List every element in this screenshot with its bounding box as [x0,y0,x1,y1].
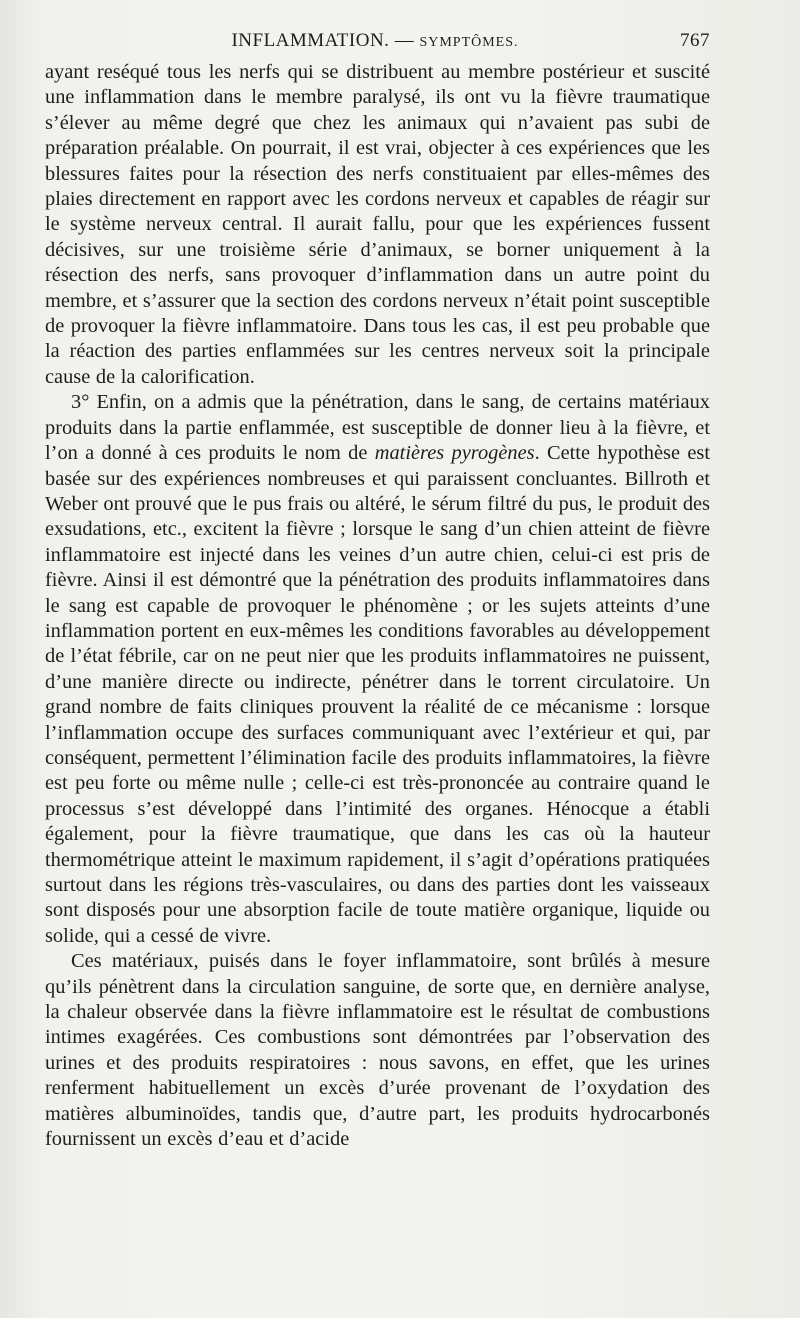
running-title-separator: — [389,30,420,51]
paragraph-text: 3° Enfin, on a admis que la pénétration, dans le sang, de certains matériaux produits dans la partie enflammée, est susceptible de donner lieu à la fièvre, et l’on a donné à ces produits le nom de [45,391,710,465]
running-title [40,30,710,52]
running-title-main: INFLAMMATION. [231,30,390,51]
paragraph [45,60,710,390]
paragraph-text: ayant reséqué tous les nerfs qui se distribuent au membre postérieur et suscité une inflammation dans le membre paralysé, ils ont vu la fièvre traumatique s’élever au même degré que chez les animaux qui n’avaient pas subi de préparation préalable. On pourrait, il est vrai, objecter à ces expériences que les blessures faites pour la résection des nerfs constituaient par elles-mêmes des plaies directement en rapport avec les cordons nerveux et capables de réagir sur le système nerveux central. Il aurait fallu, pour que les expériences fussent décisives, sur une troisième série d’animaux, se borner uniquement à la résection des nerfs, sans provoquer d’inflammation dans un autre point du membre, et s’assurer que la section des cordons nerveux n’était point susceptible de provoquer la fièvre inflammatoire. Dans tous les cas, il est peu probable que la réaction des parties enflammées sur les centres nerveux soit la principale cause de la calorification. [45,61,710,388]
paragraph [45,390,710,949]
running-head [40,30,710,56]
paragraph-text: Ces matériaux, puisés dans le foyer inflammatoire, sont brûlés à mesure qu’ils pénètrent dans la circulation sanguine, de sorte que, en dernière analyse, la chaleur observée dans la fièvre inflammatoire est le résultat de combustions intimes exagérées. Ces combustions sont démontrées par l’observation des urines et des produits respiratoires : nous savons, en effet, que les urines renferment habituellement un excès d’urée provenant de l’oxydation des matières albuminoïdes, tandis que, d’autre part, les produits hydrocarbonés fournissent un excès d’eau et d’acide [45,950,710,1151]
paragraph-text: . Cette hypothèse est basée sur des expériences nombreuses et qui paraissent concluantes. Billroth et Weber ont prouvé que le pus frais ou altéré, le sérum filtré du pus, le produit des exsudations, etc., excitent la fièvre ; lorsque le sang d’un chien atteint de fièvre inflammatoire est injecté dans les veines d’un autre chien, celui-ci est pris de fièvre. Ainsi il est démontré que la pénétration des produits inflammatoires dans le sang est capable de provoquer le phénomène ; or les sujets atteints d’une inflammation portent en eux-mêmes les conditions favorables au développement de l’état fébrile, car on ne peut nier que les produits inflammatoires ne puissent, d’une manière directe ou indirecte, pénétrer dans le torrent circulatoire. Un grand nombre de faits cliniques prouvent la réalité de ce mécanisme : lorsque l’inflammation occupe des surfaces communiquant avec l’extérieur et qui, par conséquent, permettent l’élimination facile des produits inflammatoires, la fièvre est peu forte ou même nulle ; celle-ci est très-prononcée au contraire quand le processus s’est développé dans l’intimité des organes. Hénocque a établi également, pour la fièvre traumatique, que dans les cas où la hauteur thermométrique atteint le maximum rapidement, il s’agit d’opérations pratiquées surtout dans les régions très-vasculaires, ou dans des parties dont les vaisseaux sont disposés pour une absorption facile de toute matière organique, liquide ou solide, qui a cessé de vivre. [45,442,710,947]
body-text [45,60,710,1152]
italic-term: matières pyrogènes [374,442,535,465]
running-title-sub: SYMPTÔMES. [419,35,519,50]
paragraph [45,949,710,1152]
page-number: 767 [680,30,710,51]
